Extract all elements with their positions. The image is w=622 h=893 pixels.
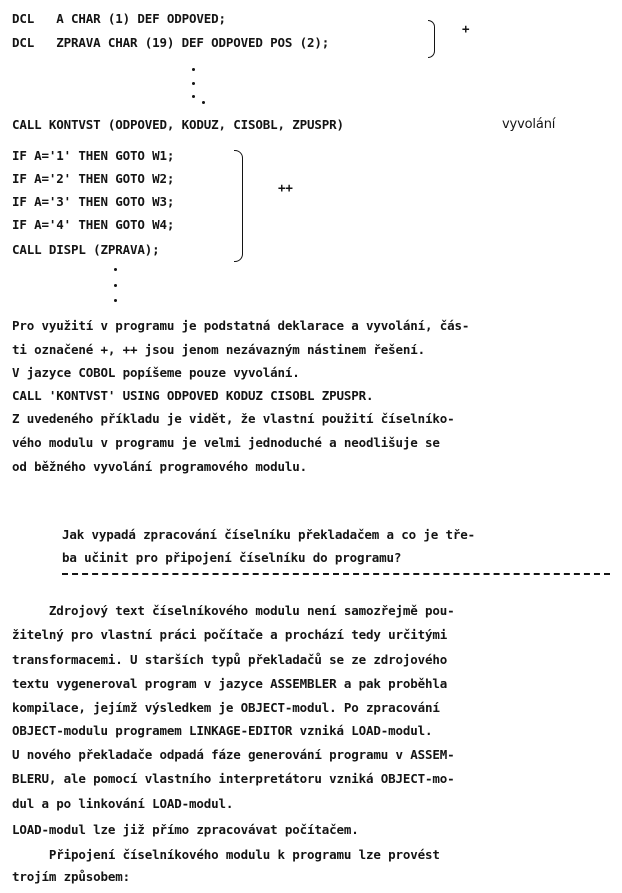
ellipsis-dot bbox=[192, 68, 195, 71]
call-label: vyvolání bbox=[502, 117, 556, 132]
code-line: IF A='3' THEN GOTO W3; bbox=[12, 194, 175, 209]
call-line: CALL KONTVST (ODPOVED, KODUZ, CISOBL, ZPUSPR) bbox=[12, 117, 344, 132]
paragraph-line: Připojení číselníkového modulu k programu lze provést bbox=[12, 847, 440, 862]
code-line: DCL ZPRAVA CHAR (19) DEF ODPOVED POS (2); bbox=[12, 35, 330, 50]
ellipsis-dot bbox=[192, 95, 195, 98]
paragraph-line: trojím způsobem: bbox=[12, 869, 131, 884]
code-line: IF A='2' THEN GOTO W2; bbox=[12, 171, 175, 186]
ellipsis-dot bbox=[114, 268, 117, 271]
paragraph-line: textu vygeneroval program v jazyce ASSEMBLER a pak proběhla bbox=[12, 676, 448, 691]
question-line: ba učinit pro připojení číselníku do programu? bbox=[62, 550, 402, 565]
paragraph-line: CALL 'KONTVST' USING ODPOVED KODUZ CISOBL ZPUSPR. bbox=[12, 388, 374, 403]
paragraph-line: dul a po linkování LOAD-modul. bbox=[12, 796, 234, 811]
paragraph-line: Zdrojový text číselníkového modulu není samozřejmě pou- bbox=[12, 603, 455, 618]
paragraph-line: Pro využití v programu je podstatná deklarace a vyvolání, čás- bbox=[12, 318, 470, 333]
paragraph-line: transformacemi. U starších typů překladačů se ze zdrojového bbox=[12, 652, 448, 667]
dashed-underline bbox=[62, 573, 610, 575]
code-line: DCL A CHAR (1) DEF ODPOVED; bbox=[12, 11, 226, 26]
brace-right bbox=[428, 20, 435, 58]
paragraph-line: OBJECT-modulu programem LINKAGE-EDITOR vzniká LOAD-modul. bbox=[12, 723, 433, 738]
paragraph-line: U nového překladače odpadá fáze generování programu v ASSEM- bbox=[12, 747, 455, 762]
ellipsis-dot bbox=[114, 299, 117, 302]
ellipsis-dot bbox=[114, 284, 117, 287]
code-line: IF A='4' THEN GOTO W4; bbox=[12, 217, 175, 232]
paragraph-line: žitelný pro vlastní práci počítače a prochází tedy určitými bbox=[12, 627, 448, 642]
double-plus-mark: ++ bbox=[278, 180, 293, 195]
code-line: CALL DISPL (ZPRAVA); bbox=[12, 242, 160, 257]
paragraph-line: V jazyce COBOL popíšeme pouze vyvolání. bbox=[12, 365, 300, 380]
paragraph-line: kompilace, jejímž výsledkem je OBJECT-modul. Po zpracování bbox=[12, 700, 440, 715]
ellipsis-dot bbox=[202, 101, 205, 104]
paragraph-line: ti označené +, ++ jsou jenom nezávazným nástinem řešení. bbox=[12, 342, 426, 357]
paragraph-line: od běžného vyvolání programového modulu. bbox=[12, 459, 308, 474]
code-line: IF A='1' THEN GOTO W1; bbox=[12, 148, 175, 163]
paragraph-line: vého modulu v programu je velmi jednoduché a neodlišuje se bbox=[12, 435, 440, 450]
question-line: Jak vypadá zpracování číselníku překladačem a co je tře- bbox=[62, 527, 476, 542]
plus-mark: + bbox=[462, 21, 470, 36]
paragraph-line: Z uvedeného příkladu je vidět, že vlastní použití číselníko- bbox=[12, 411, 455, 426]
ellipsis-dot bbox=[192, 82, 195, 85]
brace-right bbox=[234, 150, 243, 262]
paragraph-line: BLERU, ale pomocí vlastního interpretátoru vzniká OBJECT-mo- bbox=[12, 771, 455, 786]
paragraph-line: LOAD-modul lze již přímo zpracovávat počítačem. bbox=[12, 822, 359, 837]
